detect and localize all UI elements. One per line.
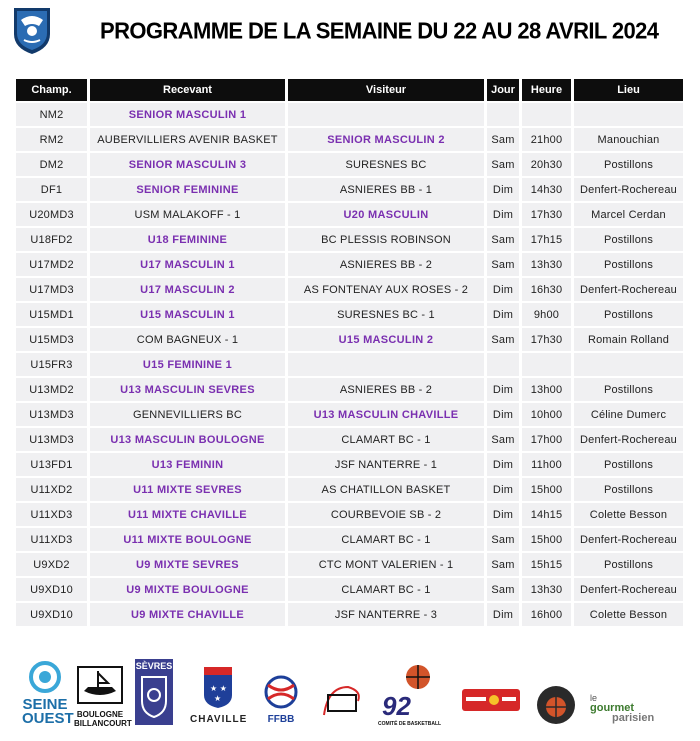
- cell-day: Sam: [484, 228, 519, 251]
- cell-time: 17h30: [519, 328, 571, 351]
- basketball-emblem-icon: [536, 685, 576, 725]
- pizza-west-logo-icon: [462, 689, 520, 711]
- column-header-away: Visiteur: [285, 79, 484, 101]
- cell-champ: U13FD1: [16, 453, 87, 476]
- cell-day: Dim: [484, 503, 519, 526]
- cell-away-team: CLAMART BC - 1: [285, 578, 484, 601]
- cell-venue: [571, 353, 683, 376]
- cell-champ: U13MD3: [16, 428, 87, 451]
- cell-time: 15h15: [519, 553, 571, 576]
- sevres-crest-icon: [135, 671, 173, 721]
- sponsors-strip: [0, 655, 700, 741]
- cell-champ: U15MD3: [16, 328, 87, 351]
- cell-day: Sam: [484, 578, 519, 601]
- boulogne-line2: BILLANCOURT: [74, 719, 132, 728]
- column-header-day: Jour: [484, 79, 519, 101]
- ligue-idf-logo: [318, 681, 366, 721]
- table-row: [16, 353, 683, 376]
- cell-venue: Postillons: [571, 553, 683, 576]
- round-emblem-logo: [536, 685, 576, 725]
- cell-venue: Denfert-Rochereau: [571, 428, 683, 451]
- cell-champ: U13MD2: [16, 378, 87, 401]
- cell-champ: U11XD3: [16, 528, 87, 551]
- cell-time: 17h00: [519, 428, 571, 451]
- cell-champ: U17MD3: [16, 278, 87, 301]
- page-title: PROGRAMME DE LA SEMAINE DU 22 AU 28 AVRIL 2024: [100, 17, 659, 44]
- cell-time: 10h00: [519, 403, 571, 426]
- cell-time: 20h30: [519, 153, 571, 176]
- cell-away-team: SENIOR MASCULIN 2: [285, 128, 484, 151]
- comite-92-number: 92: [382, 691, 411, 721]
- table-row: [16, 278, 683, 301]
- gourmet-parisien-logo: [590, 693, 690, 733]
- svg-text:★: ★: [214, 694, 222, 703]
- cell-champ: DF1: [16, 178, 87, 201]
- cell-home-team: U17 MASCULIN 1: [87, 253, 285, 276]
- cell-away-team: JSF NANTERRE - 3: [285, 603, 484, 626]
- cell-time: [519, 353, 571, 376]
- cell-away-team: U13 MASCULIN CHAVILLE: [285, 403, 484, 426]
- cell-time: 15h00: [519, 478, 571, 501]
- cell-champ: U13MD3: [16, 403, 87, 426]
- cell-champ: U11XD2: [16, 478, 87, 501]
- cell-champ: U17MD2: [16, 253, 87, 276]
- cell-venue: Colette Besson: [571, 503, 683, 526]
- table-header-row: [16, 79, 683, 101]
- cell-day: Dim: [484, 303, 519, 326]
- cell-time: 16h00: [519, 603, 571, 626]
- schedule-table: [16, 77, 683, 628]
- seine-ouest-line2: OUEST: [22, 710, 74, 727]
- seine-ouest-emblem-icon: [22, 661, 68, 693]
- cell-home-team: GENNEVILLIERS BC: [87, 403, 285, 426]
- pizza-west-logo: [462, 689, 520, 711]
- boulogne-line1: BOULOGNE: [76, 710, 124, 719]
- cell-venue: Postillons: [571, 303, 683, 326]
- cell-venue: Denfert-Rochereau: [571, 178, 683, 201]
- cell-away-team: CTC MONT VALERIEN - 1: [285, 553, 484, 576]
- table-row: [16, 303, 683, 326]
- cell-day: Dim: [484, 453, 519, 476]
- ligue-idf-emblem-icon: [318, 681, 366, 721]
- cell-day: Sam: [484, 328, 519, 351]
- cell-day: Sam: [484, 528, 519, 551]
- sevres-logo: [135, 659, 173, 725]
- cell-away-team: AS FONTENAY AUX ROSES - 2: [285, 278, 484, 301]
- cell-champ: U18FD2: [16, 228, 87, 251]
- cell-champ: U11XD3: [16, 503, 87, 526]
- cell-time: 9h00: [519, 303, 571, 326]
- column-header-home: Recevant: [87, 79, 285, 101]
- cell-home-team: U9 MIXTE CHAVILLE: [87, 603, 285, 626]
- seine-ouest-logo: [22, 661, 74, 727]
- sevres-label: SÈVRES: [135, 661, 173, 671]
- cell-day: Sam: [484, 153, 519, 176]
- comite-92-logo: [378, 663, 442, 733]
- cell-home-team: SENIOR MASCULIN 3: [87, 153, 285, 176]
- table-row: [16, 403, 683, 426]
- table-row: [16, 478, 683, 501]
- cell-away-team: ASNIERES BB - 2: [285, 378, 484, 401]
- svg-text:★ ★: ★ ★: [210, 684, 227, 693]
- cell-away-team: [285, 353, 484, 376]
- cell-away-team: SURESNES BC - 1: [285, 303, 484, 326]
- table-row: [16, 178, 683, 201]
- cell-time: [519, 103, 571, 126]
- cell-day: [484, 103, 519, 126]
- cell-day: Dim: [484, 478, 519, 501]
- table-row: [16, 328, 683, 351]
- cell-day: Sam: [484, 428, 519, 451]
- cell-champ: RM2: [16, 128, 87, 151]
- cell-away-team: [285, 103, 484, 126]
- cell-home-team: SENIOR FEMININE: [87, 178, 285, 201]
- comite-92-label: COMITÉ DE BASKETBALL: [378, 721, 442, 727]
- table-row: [16, 253, 683, 276]
- boulogne-logo: [74, 665, 132, 728]
- table-row: [16, 428, 683, 451]
- cell-home-team: U11 MIXTE CHAVILLE: [87, 503, 285, 526]
- cell-home-team: U13 MASCULIN SEVRES: [87, 378, 285, 401]
- cell-time: 13h00: [519, 378, 571, 401]
- cell-away-team: U15 MASCULIN 2: [285, 328, 484, 351]
- cell-venue: Colette Besson: [571, 603, 683, 626]
- cell-day: Sam: [484, 128, 519, 151]
- cell-home-team: U15 FEMININE 1: [87, 353, 285, 376]
- cell-venue: Céline Dumerc: [571, 403, 683, 426]
- cell-home-team: U11 MIXTE BOULOGNE: [87, 528, 285, 551]
- cell-away-team: BC PLESSIS ROBINSON: [285, 228, 484, 251]
- cell-time: 13h30: [519, 253, 571, 276]
- cell-day: Dim: [484, 603, 519, 626]
- cell-day: Dim: [484, 278, 519, 301]
- table-row: [16, 528, 683, 551]
- cell-day: Sam: [484, 253, 519, 276]
- cell-away-team: CLAMART BC - 1: [285, 528, 484, 551]
- table-row: [16, 228, 683, 251]
- gourmet-line2: gourmet: [590, 702, 634, 714]
- cell-venue: Denfert-Rochereau: [571, 578, 683, 601]
- cell-venue: Postillons: [571, 253, 683, 276]
- cell-venue: Marcel Cerdan: [571, 203, 683, 226]
- table-row: [16, 203, 683, 226]
- table-row: [16, 103, 683, 126]
- club-logo: [6, 4, 58, 56]
- cell-venue: Manouchian: [571, 128, 683, 151]
- cell-time: 21h00: [519, 128, 571, 151]
- cell-venue: Denfert-Rochereau: [571, 528, 683, 551]
- cell-time: 16h30: [519, 278, 571, 301]
- cell-venue: Postillons: [571, 478, 683, 501]
- seine-ouest-line1: SEINE: [22, 696, 68, 713]
- chaville-crest-icon: [190, 665, 246, 709]
- cell-day: Dim: [484, 203, 519, 226]
- ffbb-ball-icon: [262, 675, 300, 709]
- cell-champ: U9XD10: [16, 603, 87, 626]
- cell-home-team: U17 MASCULIN 2: [87, 278, 285, 301]
- cell-home-team: U13 FEMININ: [87, 453, 285, 476]
- cell-venue: Postillons: [571, 228, 683, 251]
- ffbb-logo: [262, 675, 300, 727]
- cell-away-team: COURBEVOIE SB - 2: [285, 503, 484, 526]
- cell-time: 11h00: [519, 453, 571, 476]
- cell-home-team: U9 MIXTE SEVRES: [87, 553, 285, 576]
- cell-time: 13h30: [519, 578, 571, 601]
- gourmet-line3: parisien: [612, 712, 655, 724]
- cell-champ: U9XD2: [16, 553, 87, 576]
- table-row: [16, 453, 683, 476]
- cell-venue: [571, 103, 683, 126]
- table-row: [16, 503, 683, 526]
- cell-home-team: USM MALAKOFF - 1: [87, 203, 285, 226]
- table-row: [16, 578, 683, 601]
- cell-champ: U15MD1: [16, 303, 87, 326]
- table-row: [16, 603, 683, 626]
- schedule-body: [16, 103, 683, 626]
- cell-day: Dim: [484, 178, 519, 201]
- ffbb-label: FFBB: [267, 714, 295, 725]
- cell-day: Dim: [484, 378, 519, 401]
- cell-time: 15h00: [519, 528, 571, 551]
- cell-time: 14h30: [519, 178, 571, 201]
- cell-away-team: CLAMART BC - 1: [285, 428, 484, 451]
- cell-venue: Postillons: [571, 378, 683, 401]
- cell-away-team: ASNIERES BB - 2: [285, 253, 484, 276]
- column-header-champ: Champ.: [16, 79, 87, 101]
- cell-day: Dim: [484, 403, 519, 426]
- cell-champ: U15FR3: [16, 353, 87, 376]
- cell-champ: U9XD10: [16, 578, 87, 601]
- cell-away-team: AS CHATILLON BASKET: [285, 478, 484, 501]
- cell-venue: Romain Rolland: [571, 328, 683, 351]
- chaville-logo: [190, 665, 246, 727]
- cell-time: 14h15: [519, 503, 571, 526]
- cell-away-team: JSF NANTERRE - 1: [285, 453, 484, 476]
- cell-time: 17h30: [519, 203, 571, 226]
- cell-away-team: U20 MASCULIN: [285, 203, 484, 226]
- table-row: [16, 153, 683, 176]
- cell-home-team: COM BAGNEUX - 1: [87, 328, 285, 351]
- column-header-venue: Lieu: [571, 79, 683, 101]
- cell-home-team: SENIOR MASCULIN 1: [87, 103, 285, 126]
- cell-home-team: U15 MASCULIN 1: [87, 303, 285, 326]
- table-row: [16, 553, 683, 576]
- cell-home-team: U11 MIXTE SEVRES: [87, 478, 285, 501]
- boulogne-ship-icon: [74, 665, 126, 705]
- table-row: [16, 128, 683, 151]
- cell-away-team: SURESNES BC: [285, 153, 484, 176]
- table-row: [16, 378, 683, 401]
- cell-venue: Postillons: [571, 453, 683, 476]
- cell-champ: NM2: [16, 103, 87, 126]
- cell-home-team: AUBERVILLIERS AVENIR BASKET: [87, 128, 285, 151]
- cell-venue: Denfert-Rochereau: [571, 278, 683, 301]
- chaville-label: CHAVILLE: [190, 714, 248, 725]
- gourmet-line1: le: [590, 693, 598, 703]
- cell-champ: DM2: [16, 153, 87, 176]
- cell-home-team: U9 MIXTE BOULOGNE: [87, 578, 285, 601]
- cell-venue: Postillons: [571, 153, 683, 176]
- cell-home-team: U13 MASCULIN BOULOGNE: [87, 428, 285, 451]
- cell-day: Sam: [484, 553, 519, 576]
- cell-day: [484, 353, 519, 376]
- cell-away-team: ASNIERES BB - 1: [285, 178, 484, 201]
- cell-time: 17h15: [519, 228, 571, 251]
- cell-champ: U20MD3: [16, 203, 87, 226]
- cell-home-team: U18 FEMININE: [87, 228, 285, 251]
- column-header-time: Heure: [519, 79, 571, 101]
